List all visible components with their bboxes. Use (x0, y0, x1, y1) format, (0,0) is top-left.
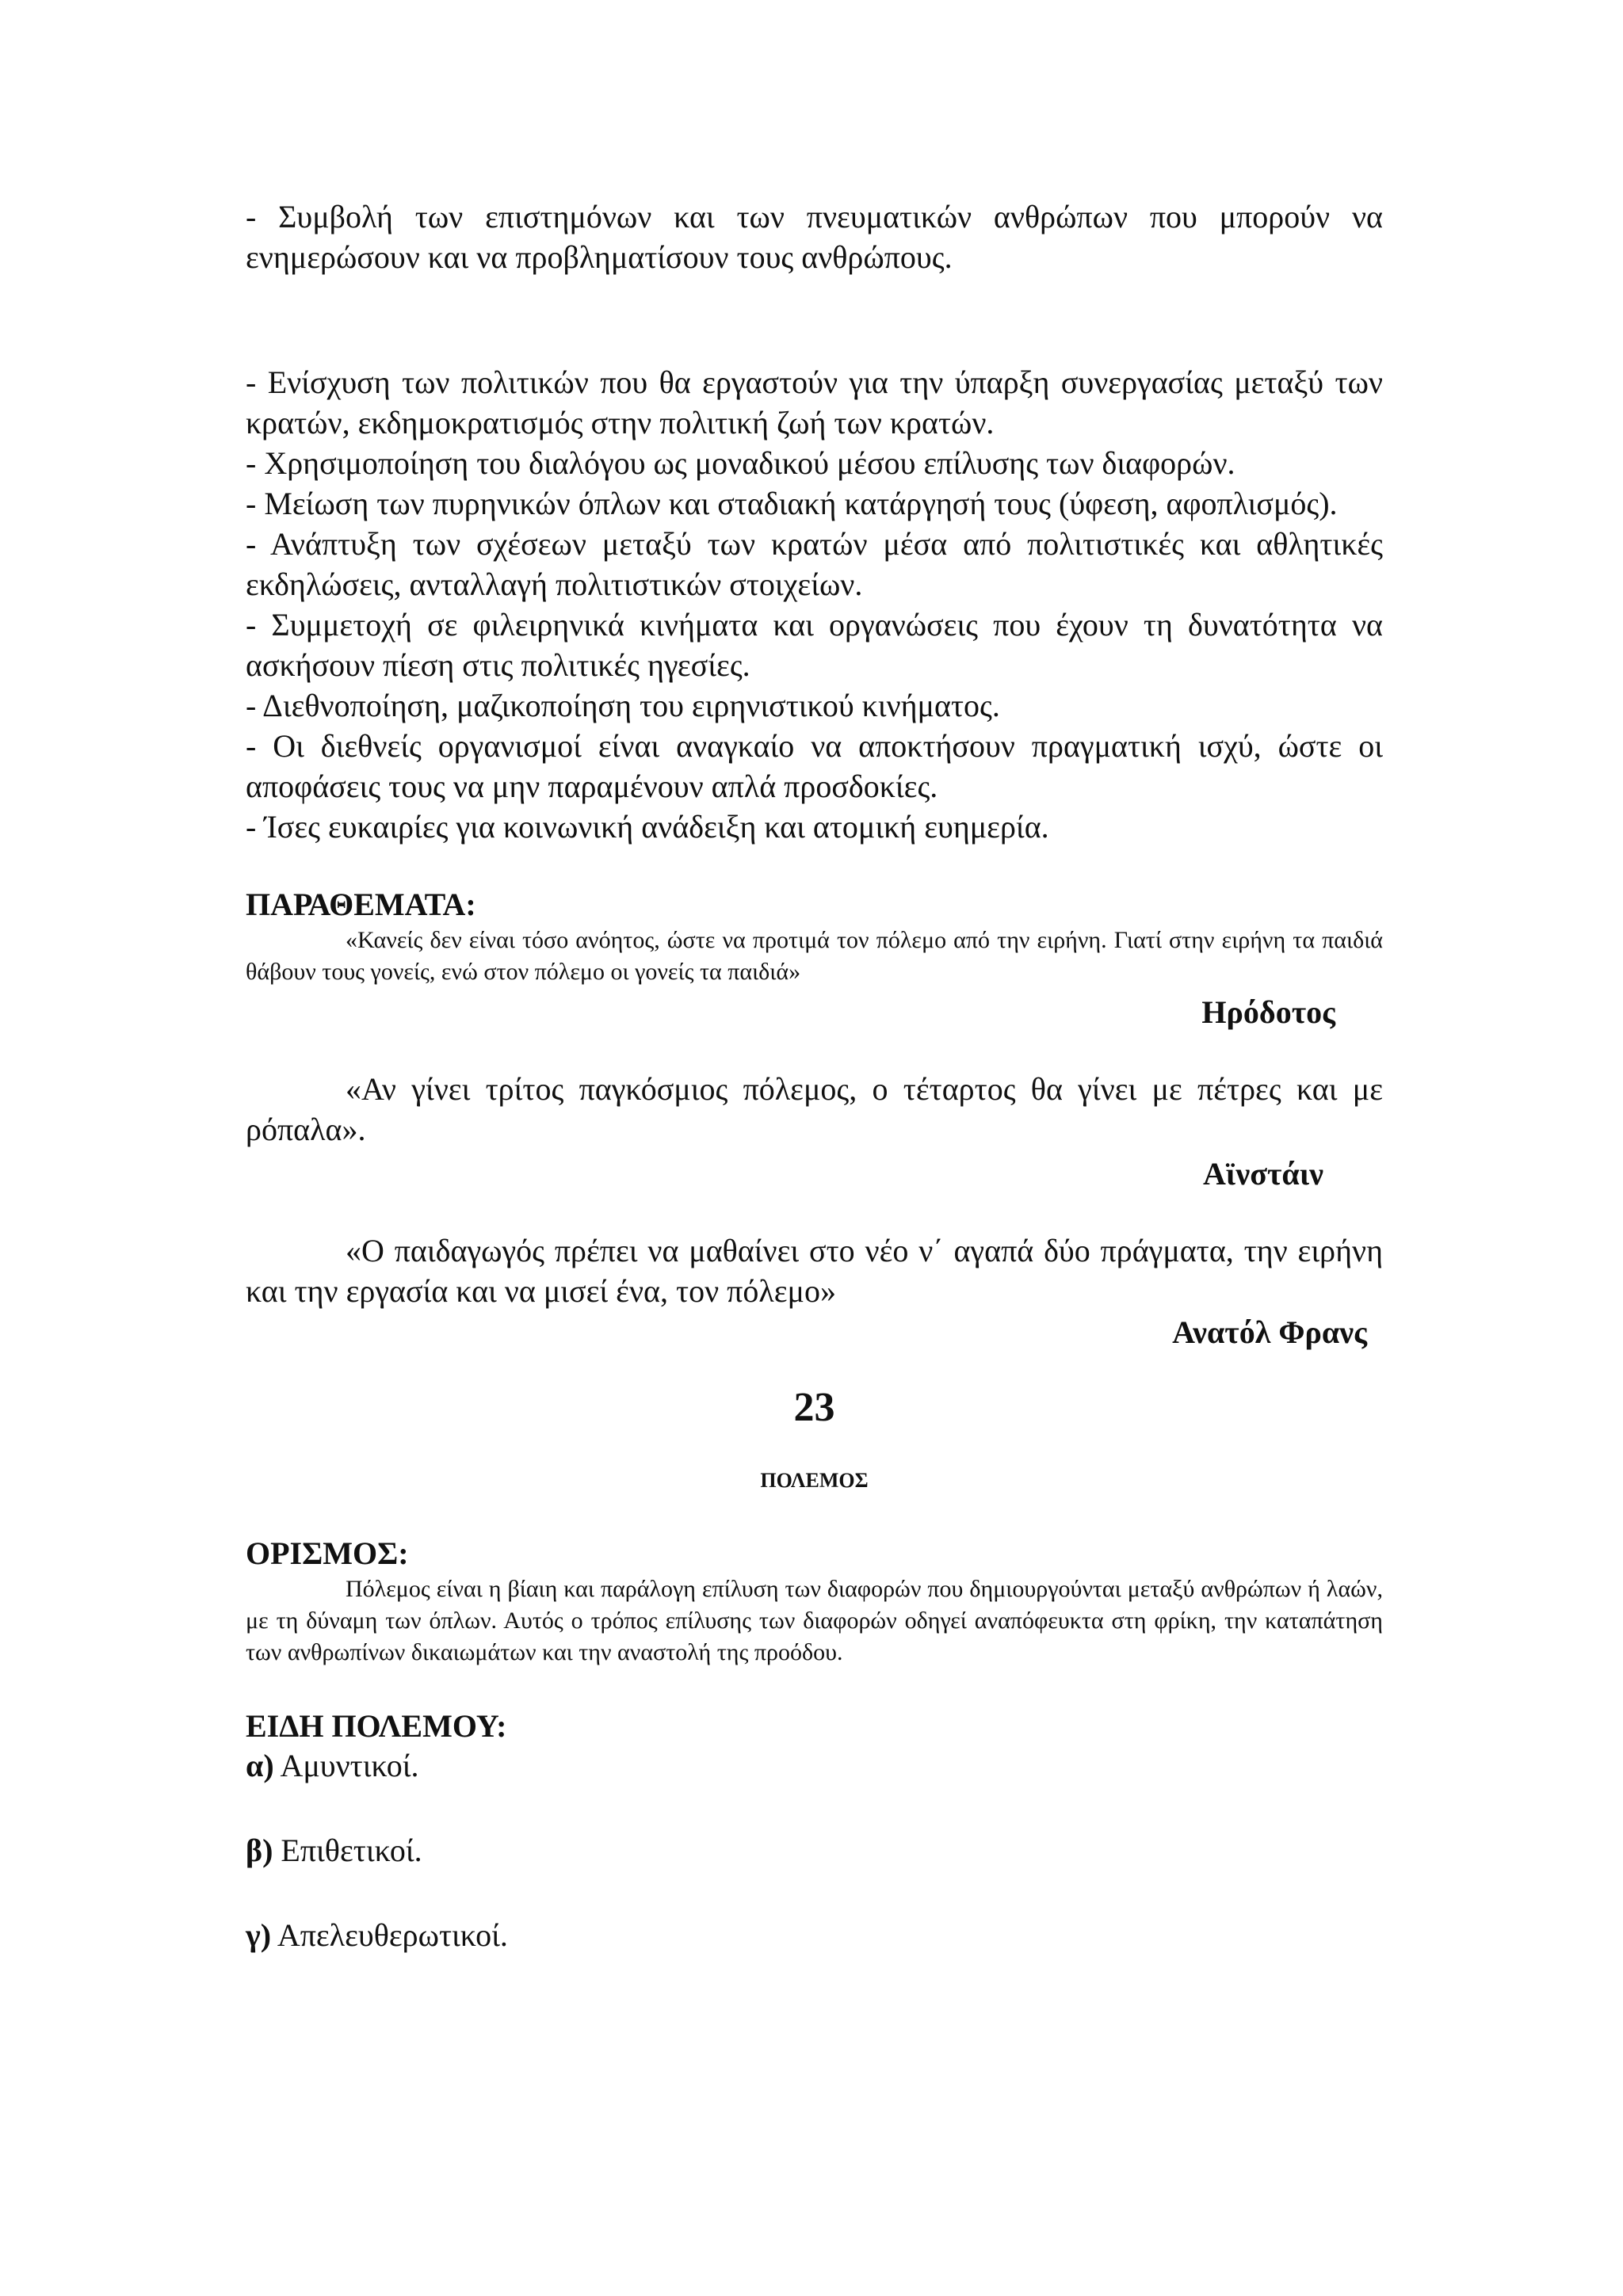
war-type-marker: α) (246, 1748, 274, 1783)
war-type-item (246, 1746, 1383, 1786)
quote-text: «Ο παιδαγωγός πρέπει να μαθαίνει στο νέο ν΄ αγαπά δύο πράγματα, την ειρήνη και την εργασία και να μισεί ένα, τον πόλεμο» (246, 1233, 1383, 1309)
measure-item: - Ίσες ευκαιρίες για κοινωνική ανάδειξη και ατομική ευημερία. (246, 809, 1049, 845)
measures-list (246, 362, 1383, 847)
chapter-title: ΠΟΛΕΜΟΣ (760, 1469, 869, 1492)
war-types-heading: ΕΙΔΗ ΠΟΛΕΜΟΥ: (246, 1708, 507, 1744)
definition-heading: ΟΡΙΣΜΟΣ: (246, 1535, 409, 1571)
war-type-label: Αμυντικοί. (280, 1748, 419, 1783)
measure-item: - Διεθνοποίηση, μαζικοποίηση του ειρηνιστικού κινήματος. (246, 688, 1000, 723)
measure-item: - Συμμετοχή σε φιλειρηνικά κινήματα και οργανώσεις που έχουν τη δυνατότητα να ασκήσουν πίεση στις πολιτικές ηγεσίες. (246, 607, 1383, 683)
measure-item: - Οι διεθνείς οργανισμοί είναι αναγκαίο να αποκτήσουν πραγματική ισχύ, ώστε οι αποφάσεις τους να μην παραμένουν απλά προσδοκίες. (246, 728, 1383, 804)
war-type-marker: γ) (246, 1917, 272, 1953)
measure-item: - Ενίσχυση των πολιτικών που θα εργαστούν για την ύπαρξη συνεργασίας μεταξύ των κρατών, εκδημοκρατισμός στην πολιτική ζωή των κρατών. (246, 364, 1383, 441)
chapter-number: 23 (793, 1385, 835, 1430)
quotes-heading: ΠΑΡΑΘΕΜΑΤΑ: (246, 887, 476, 922)
quote-text: «Κανείς δεν είναι τόσο ανόητος, ώστε να προτιμά τον πόλεμο από την ειρήνη. Γιατί στην ειρήνη τα παιδιά θάβουν τους γονείς, ενώ στον πόλεμο οι γονείς τα παιδιά» (246, 927, 1383, 985)
quotes-section (246, 885, 1383, 1352)
quote-author: Ανατόλ Φρανς (1172, 1314, 1367, 1350)
war-type-marker: β) (246, 1833, 273, 1868)
quote-author: Αϊνστάιν (1203, 1156, 1323, 1192)
document-page (246, 196, 1383, 1955)
measure-item: - Χρησιμοποίηση του διαλόγου ως μοναδικού μέσου επίλυσης των διαφορών. (246, 445, 1235, 481)
war-type-item (246, 1916, 1383, 1955)
definition-text: Πόλεμος είναι η βίαιη και παράλογη επίλυση των διαφορών που δημιουργούνται μεταξύ ανθρώπων ή λαών, με τη δύναμη των όπλων. Αυτός ο τρόπος επίλυσης των διαφορών οδηγεί αναπόφευκτα στη φρίκη, την καταπάτηση των ανθρωπίνων δικαιωμάτων και την αναστολή της προόδου. (246, 1576, 1383, 1665)
war-types-section (246, 1707, 1383, 1955)
war-type-label: Απελευθερωτικοί. (277, 1917, 508, 1953)
measure-item: - Ανάπτυξη των σχέσεων μεταξύ των κρατών μέσα από πολιτιστικές και αθλητικές εκδηλώσεις, ανταλλαγή πολιτιστικών στοιχείων. (246, 526, 1383, 602)
war-type-label: Επιθετικοί. (281, 1833, 422, 1868)
quote-text: «Αν γίνει τρίτος παγκόσμιος πόλεμος, ο τέταρτος θα γίνει με πέτρες και με ρόπαλα». (246, 1071, 1383, 1147)
measure-item: - Μείωση των πυρηνικών όπλων και σταδιακή κατάργησή τους (ύφεση, αφοπλισμός). (246, 486, 1338, 521)
quote-author: Ηρόδοτος (1201, 994, 1335, 1030)
intro-item: - Συμβολή των επιστημόνων και των πνευματικών ανθρώπων που μπορούν να ενημερώσουν και να προβληματίσουν τους ανθρώπους. (246, 199, 1383, 275)
war-type-item (246, 1831, 1383, 1871)
definition-section (246, 1534, 1383, 1669)
